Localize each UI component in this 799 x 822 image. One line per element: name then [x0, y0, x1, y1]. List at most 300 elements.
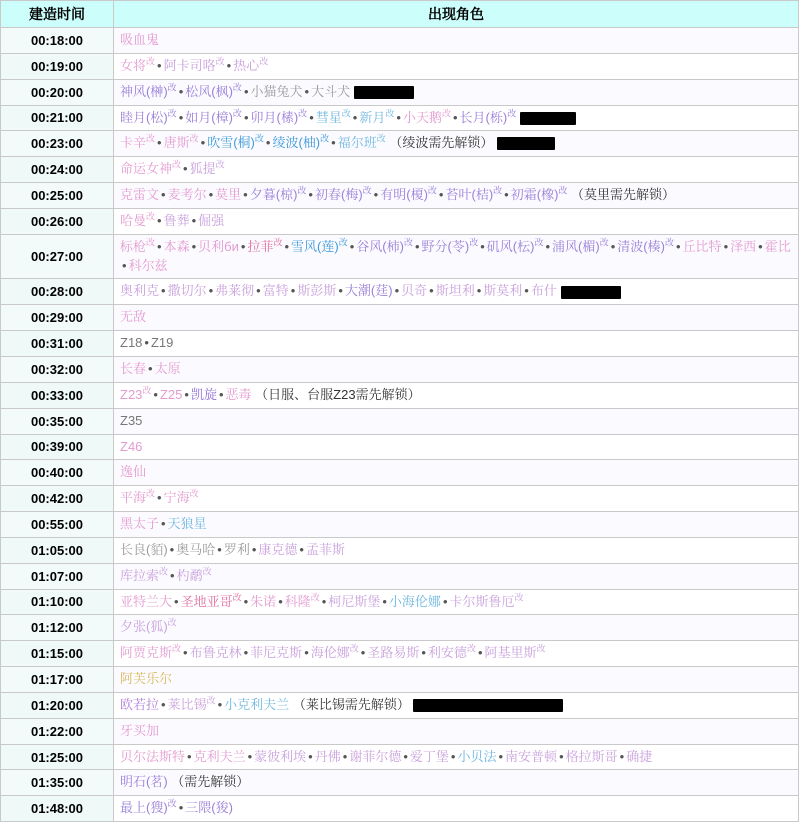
character-link[interactable]: 圣地亚哥$^改$	[180, 592, 242, 609]
character-link[interactable]: 杓鹬$^改$	[176, 566, 212, 583]
separator-dot: •	[153, 386, 158, 402]
cell-build-time: 01:05:00	[1, 537, 114, 563]
separator-dot: •	[610, 238, 616, 254]
cell-characters	[114, 382, 799, 408]
separator-dot: •	[178, 83, 184, 99]
separator-dot: •	[321, 593, 327, 609]
character-link[interactable]: 科尔兹	[128, 257, 168, 273]
separator-dot: •	[144, 335, 149, 351]
character-link[interactable]: 贝奇	[401, 283, 428, 299]
character-link[interactable]: 贝利би	[198, 238, 239, 254]
character-note: （莫里需先解锁）	[571, 187, 676, 203]
character-link[interactable]: 阿基里斯$^改$	[484, 643, 546, 661]
cell-build-time: 01:22:00	[1, 718, 114, 744]
cell-build-time: 01:12:00	[1, 615, 114, 641]
character-link[interactable]: 小海伦娜	[388, 593, 441, 609]
character-link[interactable]: 最上(獀)$^改$	[120, 798, 177, 816]
retrofit-superscript: 改	[189, 134, 199, 145]
separator-dot: •	[308, 748, 313, 764]
character-link[interactable]: 苔叶(桔)$^改$	[445, 185, 503, 203]
character-link[interactable]: 斯莫利	[483, 283, 523, 299]
character-link[interactable]: 夕暮(椋)$^改$	[249, 185, 307, 203]
retrofit-superscript: 改	[172, 159, 182, 170]
character-link[interactable]: 菲尼克斯	[250, 645, 303, 661]
table-row	[1, 234, 799, 279]
cell-build-time: 01:15:00	[1, 641, 114, 667]
cell-characters	[114, 615, 799, 641]
character-link[interactable]: 平海$^改$	[120, 488, 156, 506]
character-link[interactable]: 克雷文	[120, 187, 160, 203]
separator-dot: •	[174, 593, 179, 609]
retrofit-superscript: 改	[146, 488, 156, 499]
retrofit-superscript: 改	[338, 237, 348, 248]
table-row	[1, 382, 799, 408]
separator-dot: •	[157, 57, 162, 73]
separator-dot: •	[331, 135, 336, 151]
character-link[interactable]: 吸血鬼	[120, 32, 160, 47]
table-row	[1, 79, 799, 105]
character-link[interactable]: 狐提$^改$	[189, 159, 225, 177]
character-link[interactable]: 鲁葬	[163, 212, 190, 228]
cell-characters	[114, 641, 799, 667]
character-link[interactable]: 长春	[120, 360, 147, 376]
cell-characters	[114, 692, 799, 718]
character-link[interactable]: 丘比特	[682, 238, 722, 254]
table-header-row	[1, 1, 799, 28]
separator-dot: •	[452, 109, 458, 125]
separator-dot: •	[265, 135, 271, 151]
character-link[interactable]: 倔强	[198, 212, 225, 228]
character-link[interactable]: 天狼星	[167, 516, 207, 532]
character-link[interactable]: 唐斯$^改$	[163, 134, 199, 151]
character-note: （需先解锁）	[171, 774, 250, 790]
table-row	[1, 53, 799, 79]
cell-characters	[114, 770, 799, 796]
table-row	[1, 718, 799, 744]
retrofit-superscript: 改	[172, 643, 182, 654]
cell-build-time: 00:24:00	[1, 157, 114, 183]
cell-characters	[114, 157, 799, 183]
character-link[interactable]: 小天鹅$^改$	[402, 108, 451, 125]
table-row	[1, 105, 799, 131]
character-link[interactable]: 神风(榊)$^改$	[120, 82, 177, 99]
character-link[interactable]: 小猫兔犬	[250, 83, 303, 99]
character-link[interactable]: 本森	[163, 238, 190, 254]
character-link[interactable]: 野分(苓)$^改$	[421, 237, 479, 254]
cell-build-time: 00:29:00	[1, 305, 114, 331]
separator-dot: •	[342, 748, 348, 764]
retrofit-superscript: 改	[254, 134, 264, 145]
separator-dot: •	[191, 238, 197, 254]
character-link[interactable]: 小克利夫兰	[224, 696, 290, 712]
character-link[interactable]: 太原	[154, 360, 181, 376]
character-link[interactable]: 雪风(莲)$^改$	[291, 237, 348, 254]
character-link[interactable]: 南安普顿	[505, 748, 558, 764]
separator-dot: •	[157, 212, 162, 228]
character-link[interactable]: 布鲁克林	[189, 645, 242, 661]
character-link[interactable]: 泽西	[730, 238, 757, 254]
character-link[interactable]: 库拉索$^改$	[120, 566, 169, 583]
character-link[interactable]: 哈曼$^改$	[120, 211, 156, 228]
separator-dot: •	[545, 238, 551, 254]
separator-dot: •	[308, 187, 313, 203]
separator-dot: •	[157, 238, 162, 254]
character-link[interactable]: 凯旋	[190, 386, 217, 402]
character-link[interactable]: Z18	[120, 335, 143, 351]
character-link[interactable]: 绫波(柚)$^改$	[272, 134, 330, 151]
character-link[interactable]: 清波(楱)$^改$	[617, 237, 674, 254]
retrofit-superscript: 改	[599, 237, 609, 248]
cell-characters	[114, 512, 799, 538]
cell-characters	[114, 796, 799, 822]
character-link[interactable]: 弗莱彻	[215, 283, 255, 299]
separator-dot: •	[243, 109, 249, 125]
separator-dot: •	[251, 541, 257, 557]
column-header-build-time: 建造时间	[1, 1, 114, 28]
cell-build-time: 01:25:00	[1, 744, 114, 770]
cell-characters	[114, 408, 799, 434]
separator-dot: •	[161, 516, 166, 532]
character-link[interactable]: 莱比锡$^改$	[167, 695, 216, 712]
separator-dot: •	[360, 645, 366, 661]
separator-dot: •	[243, 645, 249, 661]
retrofit-superscript: 改	[664, 237, 674, 248]
character-link[interactable]: 孟菲斯	[305, 541, 345, 557]
cell-build-time: 01:07:00	[1, 563, 114, 589]
separator-dot: •	[243, 593, 249, 609]
separator-dot: •	[476, 283, 482, 299]
cell-characters	[114, 331, 799, 357]
character-link[interactable]: 明石(茗)	[120, 774, 168, 790]
character-link[interactable]: 海伦娜$^改$	[310, 643, 359, 661]
character-link[interactable]: 谷风(柿)$^改$	[356, 237, 413, 254]
character-link[interactable]: 撒切尔	[167, 283, 207, 299]
cell-characters	[114, 234, 799, 279]
character-note: （莱比锡需先解锁）	[292, 696, 410, 712]
retrofit-superscript: 改	[514, 592, 524, 603]
character-link[interactable]: Z25	[159, 386, 183, 402]
character-link[interactable]: 有明(榎)$^改$	[380, 185, 437, 203]
separator-dot: •	[304, 645, 309, 661]
cell-build-time: 00:55:00	[1, 512, 114, 538]
separator-dot: •	[723, 238, 729, 254]
separator-dot: •	[477, 645, 483, 661]
cell-build-time: 01:35:00	[1, 770, 114, 796]
redacted-block	[561, 286, 621, 299]
retrofit-superscript: 改	[385, 108, 395, 119]
character-link[interactable]: 亚特兰大	[120, 593, 173, 609]
cell-characters	[114, 434, 799, 460]
character-link[interactable]: 贝尔法斯特	[120, 748, 186, 764]
retrofit-superscript: 改	[215, 56, 225, 67]
character-link[interactable]: 圣路易斯	[367, 645, 420, 661]
retrofit-superscript: 改	[146, 237, 156, 248]
character-link[interactable]: 丹佛	[314, 748, 341, 764]
separator-dot: •	[414, 238, 420, 254]
cell-build-time: 01:10:00	[1, 589, 114, 615]
retrofit-superscript: 改	[146, 211, 156, 222]
separator-dot: •	[200, 135, 206, 151]
table-row	[1, 641, 799, 667]
character-link[interactable]: 长月(栎)$^改$	[459, 108, 517, 125]
character-link[interactable]: 康克德	[258, 541, 298, 557]
cell-characters	[114, 279, 799, 305]
table-row	[1, 28, 799, 54]
character-link[interactable]: 大斗犬	[311, 83, 351, 99]
character-link[interactable]: 新月$^改$	[359, 108, 395, 125]
table-row	[1, 537, 799, 563]
character-link[interactable]: 宁海$^改$	[163, 488, 199, 506]
separator-dot: •	[191, 212, 197, 228]
separator-dot: •	[148, 360, 153, 376]
redacted-block	[520, 112, 576, 125]
separator-dot: •	[183, 645, 188, 661]
separator-dot: •	[382, 593, 387, 609]
retrofit-superscript: 改	[403, 237, 413, 248]
character-link[interactable]: 罗利	[223, 541, 250, 557]
cell-characters	[114, 105, 799, 131]
character-link[interactable]: 爱丁堡	[409, 748, 449, 764]
retrofit-superscript: 改	[493, 185, 503, 196]
retrofit-superscript: 改	[349, 643, 359, 654]
cell-characters	[114, 744, 799, 770]
character-link[interactable]: 初春(梅)$^改$	[314, 185, 372, 203]
character-link[interactable]: 小贝法	[457, 748, 497, 764]
retrofit-superscript: 改	[469, 237, 479, 248]
character-link[interactable]: 欧若拉	[120, 696, 160, 712]
separator-dot: •	[256, 283, 261, 299]
character-link[interactable]: Z35	[120, 412, 143, 428]
separator-dot: •	[396, 109, 401, 125]
table-row	[1, 796, 799, 822]
retrofit-superscript: 改	[534, 237, 544, 248]
character-link[interactable]: Z46	[120, 438, 143, 454]
separator-dot: •	[243, 187, 248, 203]
cell-characters	[114, 53, 799, 79]
character-link[interactable]: 睦月(松)$^改$	[120, 108, 177, 125]
character-link[interactable]: 热心$^改$	[233, 56, 269, 73]
table-row	[1, 408, 799, 434]
table-row	[1, 512, 799, 538]
retrofit-superscript: 改	[215, 159, 225, 170]
separator-dot: •	[504, 187, 509, 203]
cell-characters	[114, 305, 799, 331]
cell-build-time: 01:48:00	[1, 796, 114, 822]
character-link[interactable]: 谢菲尔德	[349, 748, 402, 764]
cell-characters	[114, 563, 799, 589]
separator-dot: •	[218, 386, 224, 402]
separator-dot: •	[278, 593, 283, 609]
character-link[interactable]: 拉菲$^改$	[247, 237, 283, 254]
character-link[interactable]: 矶风(枟)$^改$	[486, 237, 544, 254]
cell-characters	[114, 183, 799, 209]
character-link[interactable]: 克利夫兰	[193, 748, 246, 764]
cell-build-time: 00:40:00	[1, 460, 114, 486]
separator-dot: •	[161, 696, 166, 712]
character-link[interactable]: 科隆$^改$	[284, 592, 320, 609]
cell-characters	[114, 589, 799, 615]
cell-build-time: 00:19:00	[1, 53, 114, 79]
table-row	[1, 305, 799, 331]
separator-dot: •	[217, 541, 222, 557]
separator-dot: •	[373, 187, 379, 203]
character-link[interactable]: 阿卡司咯$^改$	[163, 56, 225, 73]
retrofit-superscript: 改	[320, 134, 330, 145]
separator-dot: •	[240, 238, 246, 254]
separator-dot: •	[299, 541, 304, 557]
character-link[interactable]: 柯尼斯堡	[328, 593, 381, 609]
separator-dot: •	[524, 283, 529, 299]
table-row	[1, 460, 799, 486]
character-link[interactable]: 吹雪(桐)$^改$	[207, 134, 264, 151]
table-row	[1, 331, 799, 357]
character-link[interactable]: 如月(樟)$^改$	[185, 108, 242, 125]
character-link[interactable]: 命运女神$^改$	[120, 159, 182, 177]
table-row	[1, 208, 799, 234]
retrofit-superscript: 改	[536, 643, 546, 654]
retrofit-superscript: 改	[146, 56, 156, 67]
table-row	[1, 692, 799, 718]
retrofit-superscript: 改	[232, 108, 242, 119]
redacted-block	[413, 699, 563, 712]
cell-characters	[114, 486, 799, 512]
table-row	[1, 486, 799, 512]
retrofit-superscript: 改	[146, 134, 156, 145]
separator-dot: •	[338, 283, 343, 299]
character-link[interactable]: 布什	[530, 283, 557, 299]
retrofit-superscript: 改	[142, 385, 152, 396]
character-link[interactable]: 格拉斯哥	[565, 748, 618, 764]
character-link[interactable]: 利安德$^改$	[427, 643, 476, 661]
separator-dot: •	[349, 238, 355, 254]
character-link[interactable]: 斯坦利	[435, 283, 475, 299]
retrofit-superscript: 改	[273, 237, 283, 248]
cell-build-time: 00:39:00	[1, 434, 114, 460]
separator-dot: •	[183, 161, 188, 177]
separator-dot: •	[438, 187, 444, 203]
separator-dot: •	[498, 748, 504, 764]
character-link[interactable]: 女将$^改$	[120, 56, 156, 73]
character-link[interactable]: 大潮(莛)	[344, 283, 393, 299]
character-link[interactable]: 初霜(橡)$^改$	[510, 185, 568, 203]
character-link[interactable]: 朱诺	[250, 593, 277, 609]
cell-build-time: 01:20:00	[1, 692, 114, 718]
separator-dot: •	[429, 283, 434, 299]
cell-characters	[114, 79, 799, 105]
cell-characters	[114, 718, 799, 744]
character-link[interactable]: 阿芙乐尔	[120, 671, 173, 687]
character-link[interactable]: 松风(枫)$^改$	[185, 82, 242, 99]
character-link[interactable]: 夕张(狐)$^改$	[120, 618, 177, 635]
separator-dot: •	[480, 238, 485, 254]
separator-dot: •	[394, 283, 400, 299]
retrofit-superscript: 改	[507, 108, 517, 119]
character-link[interactable]: 牙买加	[120, 722, 160, 738]
separator-dot: •	[352, 109, 358, 125]
retrofit-superscript: 改	[232, 592, 242, 603]
cell-characters	[114, 460, 799, 486]
character-link[interactable]: 彗星$^改$	[315, 108, 351, 125]
cell-build-time: 00:32:00	[1, 356, 114, 382]
table-body	[1, 28, 799, 822]
table-row	[1, 434, 799, 460]
table-row	[1, 667, 799, 693]
character-link[interactable]: 黑太子	[120, 516, 160, 532]
retrofit-superscript: 改	[341, 108, 351, 119]
character-link[interactable]: 无敌	[120, 309, 147, 325]
separator-dot: •	[421, 645, 426, 661]
character-link[interactable]: 确捷	[626, 748, 653, 764]
retrofit-superscript: 改	[232, 82, 242, 93]
character-link[interactable]: 标枪$^改$	[120, 237, 156, 254]
separator-dot: •	[450, 748, 456, 764]
separator-dot: •	[208, 283, 214, 299]
character-link[interactable]: 奥利克	[120, 283, 160, 299]
character-link[interactable]: 三隈(狻)	[185, 800, 233, 816]
retrofit-superscript: 改	[298, 108, 308, 119]
retrofit-superscript: 改	[206, 695, 216, 706]
retrofit-superscript: 改	[202, 566, 212, 577]
character-link[interactable]: 恶毒	[225, 386, 252, 402]
character-link[interactable]: Z19	[150, 335, 174, 351]
retrofit-superscript: 改	[376, 134, 386, 145]
character-link[interactable]: 卡辛$^改$	[120, 134, 156, 151]
character-link[interactable]: 福尔班$^改$	[337, 134, 386, 151]
character-link[interactable]: $Z23^改$	[120, 385, 152, 402]
table-row	[1, 279, 799, 305]
retrofit-superscript: 改	[441, 108, 451, 119]
separator-dot: •	[290, 283, 296, 299]
character-link[interactable]: 卯月(榡)$^改$	[250, 108, 308, 125]
character-link[interactable]: 阿贾克斯$^改$	[120, 643, 182, 661]
retrofit-superscript: 改	[558, 185, 568, 196]
character-link[interactable]: 逸仙	[120, 464, 147, 480]
character-link[interactable]: 蒙彼利埃	[254, 748, 307, 764]
character-link[interactable]: 霍比	[764, 238, 791, 254]
character-link[interactable]: 斯彭斯	[297, 283, 337, 299]
cell-build-time: 00:33:00	[1, 382, 114, 408]
character-note: （日服、台服Z23需先解锁）	[255, 386, 421, 402]
character-link[interactable]: 莫里	[215, 187, 242, 203]
separator-dot: •	[442, 593, 448, 609]
separator-dot: •	[208, 187, 214, 203]
character-link[interactable]: 奥马哈	[176, 541, 216, 557]
table-row	[1, 770, 799, 796]
separator-dot: •	[184, 386, 189, 402]
separator-dot: •	[559, 748, 564, 764]
cell-build-time: 00:28:00	[1, 279, 114, 305]
table-row	[1, 744, 799, 770]
retrofit-superscript: 改	[167, 618, 177, 629]
retrofit-superscript: 改	[427, 185, 437, 196]
character-link[interactable]: 富特	[262, 283, 289, 299]
separator-dot: •	[403, 748, 408, 764]
retrofit-superscript: 改	[159, 566, 169, 577]
character-link[interactable]: 长良(貊)	[120, 541, 168, 557]
character-link[interactable]: 浦风(楣)$^改$	[552, 237, 609, 254]
separator-dot: •	[178, 109, 184, 125]
separator-dot: •	[170, 567, 175, 583]
character-link[interactable]: 卡尔斯鲁厄$^改$	[449, 592, 524, 609]
table-row	[1, 183, 799, 209]
column-header-characters: 出现角色	[114, 1, 799, 28]
cell-build-time: 00:21:00	[1, 105, 114, 131]
cell-characters	[114, 356, 799, 382]
cell-characters	[114, 537, 799, 563]
table-row	[1, 563, 799, 589]
character-link[interactable]: 麦考尔	[167, 187, 207, 203]
retrofit-superscript: 改	[167, 82, 177, 93]
